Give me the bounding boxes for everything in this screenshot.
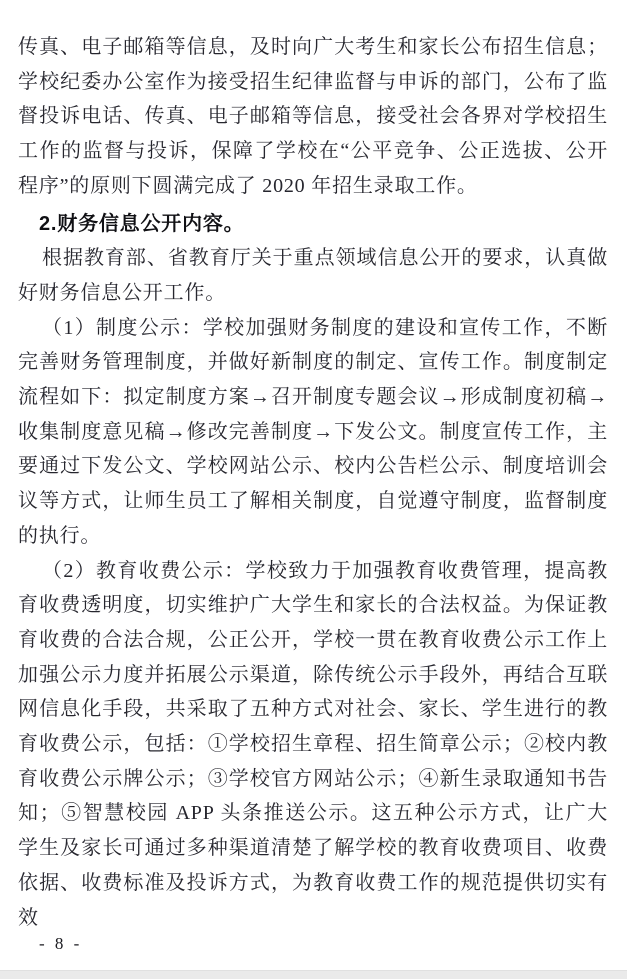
- body-paragraph-intro: 根据教育部、省教育厅关于重点领域信息公开的要求，认真做好财务信息公开工作。: [18, 247, 608, 304]
- page-bottom-edge: [0, 970, 627, 979]
- section-heading-financial-disclosure: 2.财务信息公开内容。: [39, 212, 245, 235]
- body-paragraph-item1-system-disclosure: （1）制度公示：学校加强财务制度的建设和宣传工作，不断完善财务管理制度，并做好新制度的制定、宣传工作。制度制定流程如下：拟定制度方案→召开制度专题会议→形成制度初稿→收集制度意见稿→修改完善制度→下发公文。制度宣传工作，主要通过下发公文、学校网站公示、校内公告栏公示、制度培训会议等方式，让师生员工了解相关制度，自觉遵守制度，监督制度的执行。: [18, 316, 608, 547]
- body-paragraph-item2-fee-disclosure: （2）教育收费公示：学校致力于加强教育收费管理，提高教育收费透明度，切实维护广大学生和家长的合法权益。为保证教育收费的合法合规，公正公开，学校一贯在教育收费公示工作上加强公示力度并拓展公示渠道，除传统公示手段外，再结合互联网信息化手段，共采取了五种方式对社会、家长、学生进行的教育收费公示，包括：①学校招生章程、招生简章公示；②校内教育收费公示牌公示；③学校官方网站公示；④新生录取通知书告知；⑤智慧校园 APP 头条推送公示。这五种公示方式，让广大学生及家长可通过多种渠道清楚了解学校的教育收费项目、收费依据、收费标准及投诉方式，为教育收费工作的规范提供切实有效: [18, 559, 608, 929]
- body-paragraph-continuation: 传真、电子邮箱等信息，及时向广大考生和家长公布招生信息；学校纪委办公室作为接受招生纪律监督与申诉的部门，公布了监督投诉电话、传真、电子邮箱等信息，接受社会各界对学校招生工作的监督与投诉，保障了学校在“公平竞争、公正选拔、公开程序”的原则下圆满完成了 2020 年招生录取工作。: [18, 36, 608, 197]
- document-body: [18, 30, 608, 935]
- page-number: - 8 -: [39, 934, 83, 953]
